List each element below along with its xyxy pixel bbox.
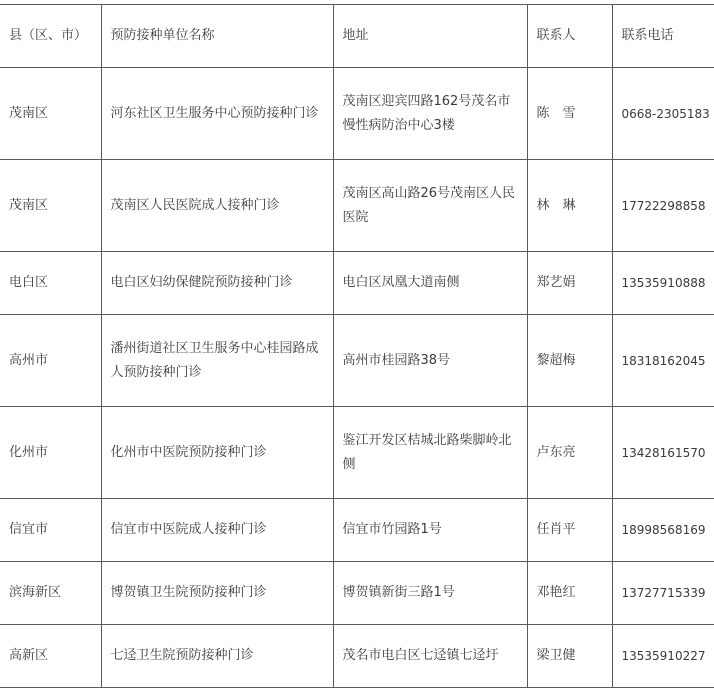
cell-address: 茂南区迎宾四路162号茂名市慢性病防治中心3楼 [333,68,527,160]
cell-phone: 18318162045 [612,315,714,407]
header-row [0,5,714,68]
table-row [0,625,714,688]
cell-contact: 邓艳红 [527,562,612,625]
vaccination-sites-table [0,4,714,688]
cell-district: 高新区 [0,625,101,688]
cell-district: 茂南区 [0,160,101,252]
cell-phone: 13535910888 [612,252,714,315]
cell-phone: 13535910227 [612,625,714,688]
cell-district: 电白区 [0,252,101,315]
cell-unit-name: 信宜市中医院成人接种门诊 [101,499,333,562]
cell-address: 鉴江开发区桔城北路柴脚岭北侧 [333,407,527,499]
table-row [0,562,714,625]
cell-contact: 郑艺娟 [527,252,612,315]
table-row [0,160,714,252]
cell-contact: 梁卫健 [527,625,612,688]
table-row [0,252,714,315]
cell-address: 电白区凤凰大道南侧 [333,252,527,315]
table-row [0,407,714,499]
cell-address: 博贺镇新街三路1号 [333,562,527,625]
header-district: 县（区、市） [0,5,101,68]
cell-unit-name: 七迳卫生院预防接种门诊 [101,625,333,688]
table-row [0,315,714,407]
table-body [0,68,714,688]
cell-address: 高州市桂园路38号 [333,315,527,407]
cell-contact: 黎超梅 [527,315,612,407]
header-contact: 联系人 [527,5,612,68]
cell-district: 化州市 [0,407,101,499]
cell-phone: 13727715339 [612,562,714,625]
cell-district: 滨海新区 [0,562,101,625]
cell-unit-name: 电白区妇幼保健院预防接种门诊 [101,252,333,315]
cell-unit-name: 潘州街道社区卫生服务中心桂园路成人预防接种门诊 [101,315,333,407]
table-row [0,499,714,562]
cell-unit-name: 化州市中医院预防接种门诊 [101,407,333,499]
cell-phone: 17722298858 [612,160,714,252]
cell-contact: 林 琳 [527,160,612,252]
cell-unit-name: 博贺镇卫生院预防接种门诊 [101,562,333,625]
header-unit-name: 预防接种单位名称 [101,5,333,68]
header-phone: 联系电话 [612,5,714,68]
cell-address: 信宜市竹园路1号 [333,499,527,562]
cell-unit-name: 河东社区卫生服务中心预防接种门诊 [101,68,333,160]
cell-district: 茂南区 [0,68,101,160]
cell-contact: 陈 雪 [527,68,612,160]
cell-contact: 任肖平 [527,499,612,562]
table-row [0,68,714,160]
table-header [0,5,714,68]
cell-unit-name: 茂南区人民医院成人接种门诊 [101,160,333,252]
header-address: 地址 [333,5,527,68]
cell-phone: 13428161570 [612,407,714,499]
cell-contact: 卢东亮 [527,407,612,499]
cell-address: 茂南区高山路26号茂南区人民医院 [333,160,527,252]
cell-phone: 0668-2305183 [612,68,714,160]
cell-address: 茂名市电白区七迳镇七迳圩 [333,625,527,688]
cell-district: 高州市 [0,315,101,407]
cell-district: 信宜市 [0,499,101,562]
cell-phone: 18998568169 [612,499,714,562]
